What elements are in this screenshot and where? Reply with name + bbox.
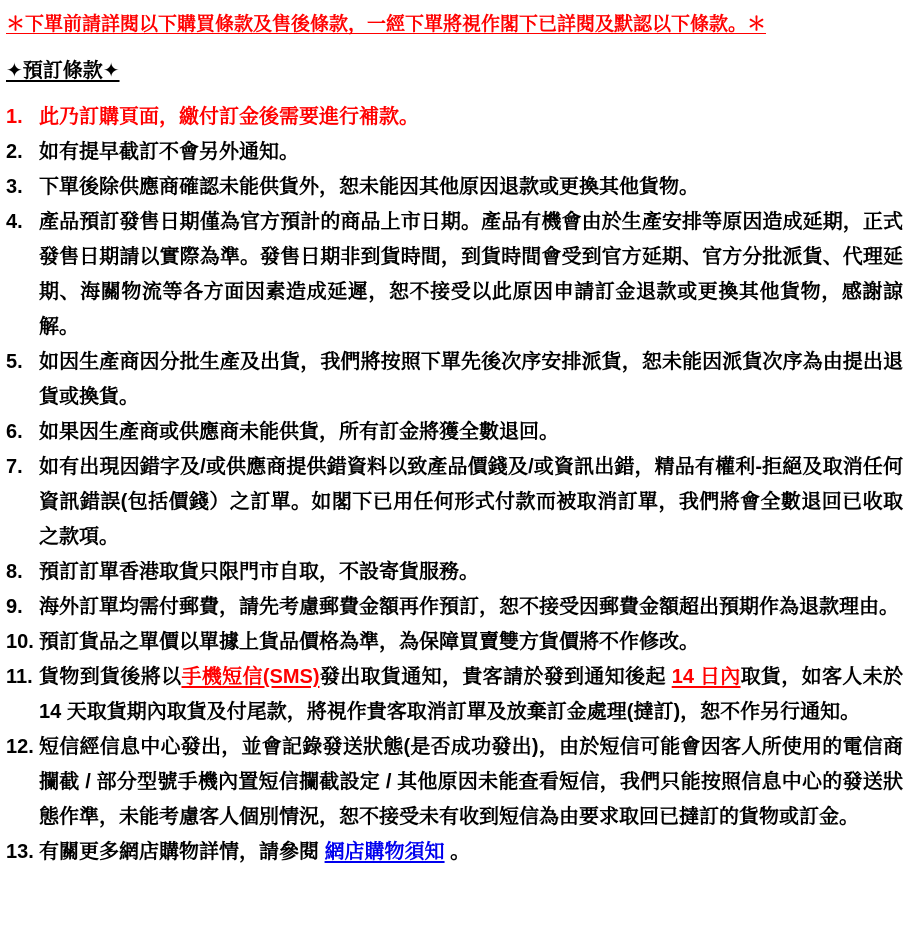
- top-notice: ＊下單前請詳閱以下購買條款及售後條款，一經下單將視作閣下已詳閱及默認以下條款。＊: [6, 14, 767, 35]
- term-text-segment: 貨物到貨後將以: [39, 666, 182, 689]
- term-text: [39, 625, 903, 660]
- term-text-segment: 預訂貨品之單價以單據上貨品價格為準，為保障買賣雙方貨價將不作修改。: [39, 631, 699, 654]
- term-number: 13.: [6, 841, 34, 864]
- pickup-deadline-highlight: 14 日內: [671, 666, 741, 689]
- term-text-segment: 如有出現因錯字及/或供應商提供錯資料以致產品價錢及/或資訊出錯，精品有權利-拒絕及取消任何資訊錯誤(包括價錢）之訂單。如閣下已用任何形式付款而被取消訂單，我們將會全數退回已收取之款項。: [39, 456, 903, 549]
- term-number: 4.: [6, 211, 23, 234]
- term-item-6: [6, 415, 903, 450]
- term-item-1: [6, 100, 903, 135]
- term-item-13: [6, 835, 903, 870]
- term-text: [39, 450, 903, 555]
- term-number: 11.: [6, 666, 33, 689]
- term-text: [39, 205, 903, 345]
- term-text-segment: 如果因生產商或供應商未能供貨，所有訂金將獲全數退回。: [39, 421, 559, 444]
- term-item-3: [6, 170, 903, 205]
- term-text-segment: 如有提早截訂不會另外通知。: [39, 141, 299, 164]
- section-title-preorder-terms: ✦預訂條款✦: [6, 60, 120, 83]
- term-text: [39, 590, 903, 625]
- term-text: [39, 345, 903, 415]
- term-text-segment: 取貨，如客人未於 14 天取貨期內取貨及付尾款，將視作貴客取消訂單及放棄訂金處理(撻訂)，恕不作另行通知。: [39, 666, 904, 724]
- term-text-segment: 。: [444, 841, 471, 864]
- store-shopping-guide-link[interactable]: 網店購物須知: [324, 841, 445, 864]
- term-item-2: [6, 135, 903, 170]
- term-text-segment: 海外訂單均需付郵費，請先考慮郵費金額再作預訂，恕不接受因郵費金額超出預期作為退款理由。: [39, 596, 899, 619]
- term-text: [39, 555, 903, 590]
- term-number: 3.: [6, 176, 23, 199]
- term-number: 1.: [6, 106, 23, 129]
- term-text-segment: 發出取貨通知，貴客請於發到通知後起: [319, 666, 672, 689]
- term-item-11: [6, 660, 903, 730]
- term-text: [39, 415, 903, 450]
- term-text-segment: 此乃訂購頁面，繳付訂金後需要進行補款。: [39, 106, 419, 129]
- term-text-segment: 有關更多網店購物詳情，請參閱: [39, 841, 325, 864]
- term-text-segment: 短信經信息中心發出，並會記錄發送狀態(是否成功發出)，由於短信可能會因客人所使用的電信商攔截 / 部分型號手機內置短信攔截設定 / 其他原因未能查看短信，我們只能按照信息中心的發送狀態作準，未能考慮客人個別情況，恕不接受未有收到短信為由要求取回已撻訂的貨物或訂金。: [39, 736, 903, 829]
- sms-highlight: 手機短信(SMS): [181, 666, 320, 689]
- term-number: 5.: [6, 351, 23, 374]
- term-number: 6.: [6, 421, 23, 444]
- term-number: 9.: [6, 596, 23, 619]
- term-text-segment: 如因生產商因分批生產及出貨，我們將按照下單先後次序安排派貨，恕未能因派貨次序為由提出退貨或換貨。: [39, 351, 903, 409]
- term-text: [39, 730, 903, 835]
- term-number: 8.: [6, 561, 23, 584]
- term-text: [39, 135, 903, 170]
- term-text: [39, 660, 903, 730]
- term-item-5: [6, 345, 903, 415]
- term-item-7: [6, 450, 903, 555]
- term-item-8: [6, 555, 903, 590]
- term-item-10: [6, 625, 903, 660]
- terms-list: [6, 100, 903, 870]
- term-text: [39, 170, 903, 205]
- term-number: 12.: [6, 736, 34, 759]
- term-number: 2.: [6, 141, 23, 164]
- term-item-12: [6, 730, 903, 835]
- term-number: 7.: [6, 456, 23, 479]
- term-text: [39, 835, 903, 870]
- term-number: 10.: [6, 631, 34, 654]
- term-item-9: [6, 590, 903, 625]
- term-text-segment: 下單後除供應商確認未能供貨外，恕未能因其他原因退款或更換其他貨物。: [39, 176, 699, 199]
- term-item-4: [6, 205, 903, 345]
- term-text: [39, 100, 903, 135]
- term-text-segment: 產品預訂發售日期僅為官方預計的商品上市日期。產品有機會由於生產安排等原因造成延期，正式發售日期請以實際為準。發售日期非到貨時間，到貨時間會受到官方延期、官方分批派貨、代理延期、海關物流等各方面因素造成延遲，恕不接受以此原因申請訂金退款或更換其他貨物，感謝諒解。: [39, 211, 903, 339]
- term-text-segment: 預訂訂單香港取貨只限門市自取，不設寄貨服務。: [39, 561, 479, 584]
